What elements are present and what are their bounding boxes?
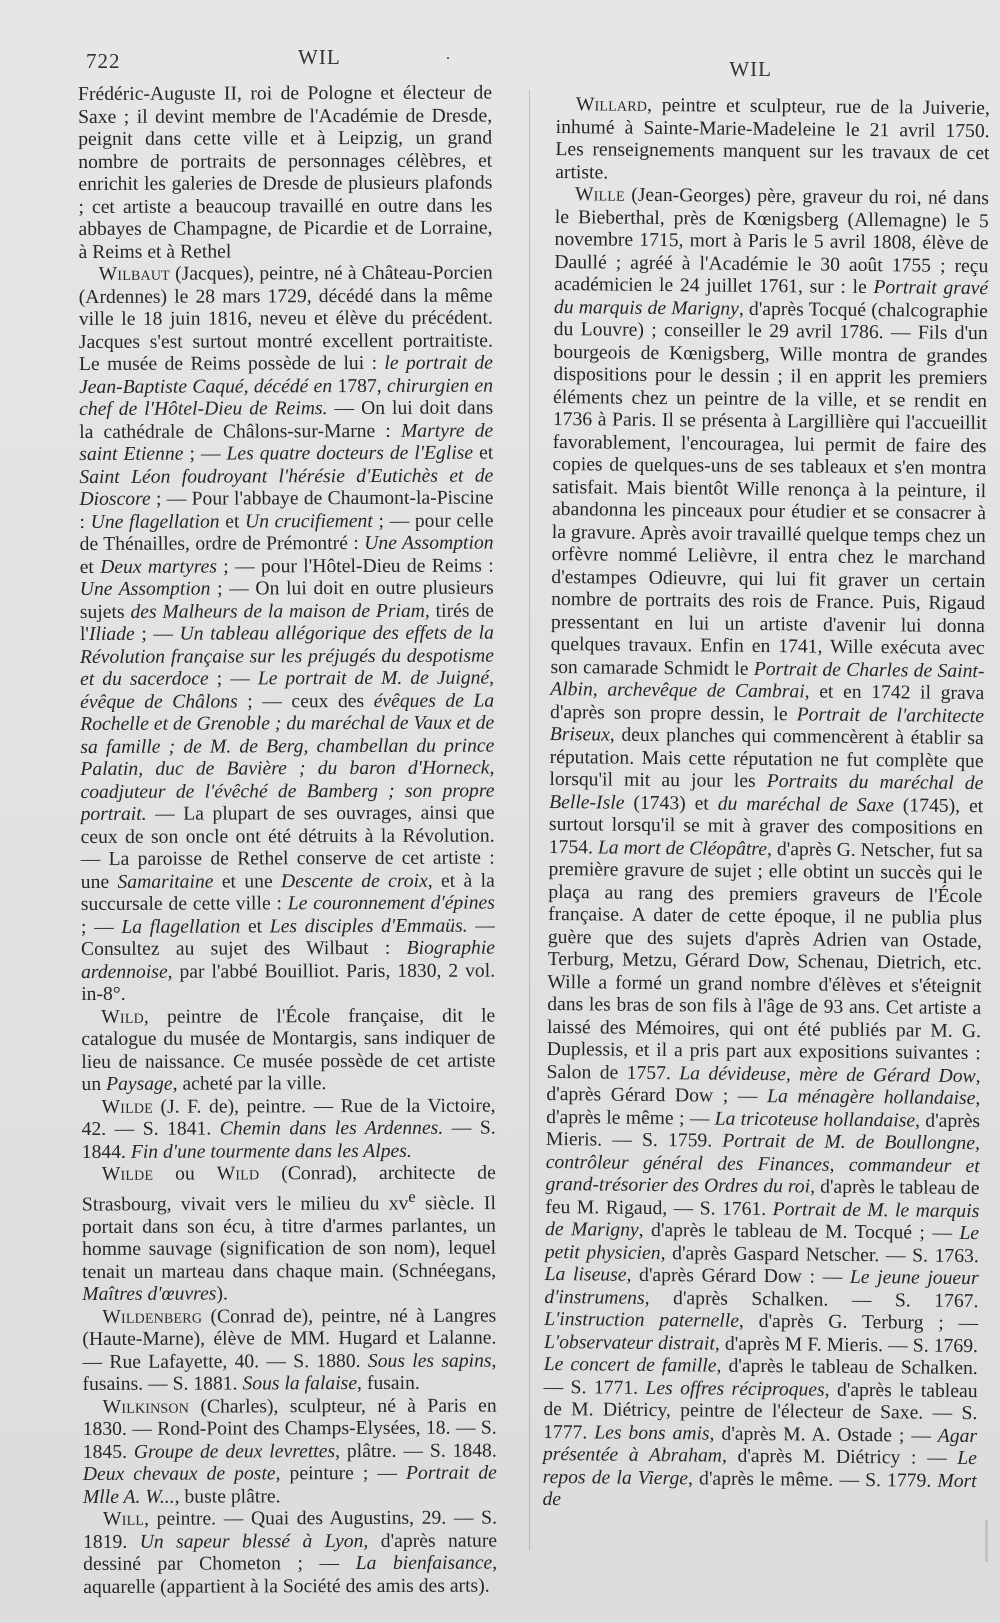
entry-name-willard: Willard bbox=[575, 94, 648, 116]
right-column bbox=[542, 94, 990, 1554]
entry-name-wilbaut: Wilbaut bbox=[98, 263, 170, 285]
page-edge-mark bbox=[985, 1520, 988, 1562]
page-number: 722 bbox=[86, 49, 121, 73]
entry-wilbaut: Wilbaut (Jacques), peintre, né à Château-Porcien (Ardennes) le 28 mars 1729, décédé dans la même ville le 18 juin 1816, neveu et élève du précédent. Jacques s'est surtout montré excellent portraitiste. Le musée de Reims possède de lui : le portrait de Jean-Baptiste Caqué, décédé en 1787, chirurgien en chef de l'Hôtel-Dieu de Reims. — On lui doit dans la cathédrale de Châlons-sur-Marne : Martyre de saint Etienne ; — Les quatre docteurs de l'Eglise et Saint Léon foudroyant l'hérésie d'Eutichès et de Dioscore ; — Pour l'abbaye de Chaumont-la-Piscine : Une flagellation et Un crucifiement ; — pour celle de Thénailles, ordre de Prémontré : Une Assomption et Deux martyres ; — pour l'Hôtel-Dieu de Reims : Une Assomption ; — On lui doit en outre plusieurs sujets des Malheurs de la maison de Priam, tirés de l'Iliade ; — Un tableau allégorique des effets de la Révolution française sur les préjugés du despotisme et du sacerdoce ; — Le portrait de M. de Juigné, évêque de Châlons ; — ceux des évêques de La Rochelle et de Grenoble ; du maréchal de Vaux et de sa famille ; de M. de Berg, chambellan du prince Palatin, duc de Bavière ; du baron d'Horneck, coadjuteur de l'évêché de Bamberg ; son propre portrait. — La plupart de ses ouvrages, ainsi que ceux de son oncle ont été détruits à la Révolution. — La paroisse de Rethel conserve de cet artiste : une Samaritaine et une Descente de croix, et à la succursale de cette ville : Le couronnement d'épines ; — La flagellation et Les disciples d'Emmaüs. — Consultez au sujet des Wilbaut : Biographie ardennoise, par l'abbé Bouilliot. Paris, 1830, 2 vol. in-8°. bbox=[78, 262, 496, 1005]
entry-wild: Wild, peintre de l'École française, dit le catalogue du musée de Montargis, sans indiquer de lieu de naissance. Ce musée possède de cet artiste un Paysage, acheté par la ville. bbox=[81, 1005, 496, 1095]
entry-name-wilde-conrad: Wilde bbox=[101, 1163, 154, 1185]
right-running-head: WIL bbox=[729, 57, 772, 81]
entry-willard: Willard, peintre et sculpteur, rue de la Juiverie, inhumé à Sainte-Marie-Madeleine le 21 avril 1750. Les renseignements manquent sur les travaux de cet artiste. bbox=[555, 94, 990, 184]
entry-name-wildenberg: Wildenberg bbox=[102, 1306, 203, 1328]
entry-wildenberg: Wildenberg (Conrad de), peintre, né à Langres (Haute-Marne), élève de MM. Hugard et Lalanne. — Rue Lafayette, 40. — S. 1880. Sous les sapins, fusains. — S. 1881. Sous la falaise, fusain. bbox=[82, 1305, 497, 1396]
center-mark: . bbox=[446, 46, 451, 63]
entry-wilkinson: Wilkinson (Charles), sculpteur, né à Paris en 1830. — Rond-Point des Champs-Elysées, 18. — S. 1845. Groupe de deux levrettes, plâtre. — S. 1848. Deux chevaux de poste, peinture ; — Portrait de Mlle A. W..., buste plâtre. bbox=[82, 1395, 497, 1508]
entry-name-wilkinson: Wilkinson bbox=[102, 1396, 190, 1418]
entry-name-wille: Wille bbox=[574, 184, 625, 206]
entry-wilde-jf: Wilde (J. F. de), peintre. — Rue de la Victoire, 42. — S. 1841. Chemin dans les Ardennes. — S. 1844. Fin d'une tourmente dans les Alpes. bbox=[81, 1095, 496, 1163]
entry-name-wild: Wild bbox=[101, 1006, 144, 1028]
entry-name-wilde: Wilde bbox=[101, 1096, 153, 1118]
left-running-head: WIL bbox=[298, 45, 341, 69]
running-head bbox=[78, 45, 966, 81]
entry-name-wild-conrad: Wild bbox=[216, 1163, 260, 1185]
entry-name-will: Will bbox=[102, 1508, 145, 1530]
continued-paragraph: Frédéric-Auguste II, roi de Pologne et électeur de Saxe ; il devint membre de l'Académie de Dresde, peignit dans cette ville et à Leipzig, un grand nombre de portraits de personnages célèbres, et enrichit les galeries de Dresde de plusieurs plafonds ; cet artiste a beaucoup travaillé en outre dans les abbayes de Champagne, de Picardie et de Lorraine, à Reims et à Rethel bbox=[78, 82, 493, 263]
entry-will: Will, peintre. — Quai des Augustins, 29. — S. 1819. Un sapeur blessé à Lyon, d'après nature dessiné par Chometon ; — La bienfaisance, aquarelle (appartient à la Société des amis des arts). bbox=[83, 1507, 498, 1598]
entry-wilde-conrad: Wilde ou Wild (Conrad), architecte de Strasbourg, vivait vers le milieu du $xv^e$ siècle. Il portait dans son écu, à titre d'armes parlantes, un homme sauvage (signification de son nom), lequel tenait un marteau dans chaque main. (Schnéegans, Maîtres d'œuvres). bbox=[81, 1162, 497, 1306]
left-column bbox=[78, 82, 498, 1598]
text-columns bbox=[78, 82, 990, 1598]
entry-wille: Wille (Jean-Georges) père, graveur du roi, né dans le Bieberthal, près de Kœnigsberg (Allemagne) le 5 novembre 1715, mort à Paris le 5 avril 1808, élève de Daullé ; agréé à l'Académie le 30 août 1755 ; reçu académicien le 24 juillet 1761, sur : le Portrait gravé du marquis de Marigny, d'après Tocqué (chalcographie du Louvre) ; conseiller le 29 avril 1786. — Fils d'un bourgeois de Kœnigsberg, Wille montra de grandes dispositions pour le dessin ; il en apprit les premiers éléments chez un peintre de la ville, et se rendit en 1736 à Paris. Il se présenta à Largillière qui l'accueillit favorablement, l'encouragea, lui permit de faire des copies de quelques-uns de ses tableaux et s'en montra satisfait. Mais bientôt Wille renonça à la peinture, il abandonna les pinceaux pour étudier et se consacrer à la gravure. Après avoir travaillé quelque temps chez un orfèvre nommé Lelièvre, il entra chez le marchand d'estampes Odieuvre, qui lui fit graver un certain nombre de portraits des rois de France. Puis, Rigaud pressentant en lui un artiste d'avenir lui donna quelques travaux. Enfin en 1741, Wille exécuta avec son camarade Schmidt le Portrait de Charles de Saint-Albin, archevêque de Cambrai, et en 1742 il grava d'après son propre dessin, le Portrait de l'architecte Briseux, deux planches qui commencèrent à établir sa réputation. Mais cette réputation ne fut complète que lorsqu'il mit au jour les Portraits du maréchal de Belle-Isle (1743) et du maréchal de Saxe (1745), et surtout lorsqu'il se mit à graver des compositions en 1754. La mort de Cléopâtre, d'après G. Netscher, fut sa première gravure de sujet ; elle obtint un succès qui le plaça au rang des premiers graveurs de l'École française. A dater de cette époque, il ne publia plus guère que des sujets d'après Adrien van Ostade, Terburg, Metzu, Gérard Dow, Schenau, Dietrich, etc. Wille a formé un grand nombre d'élèves et s'éteignit dans les bras de son fils à l'âge de 93 ans. Cet artiste a laissé des Mémoires, qui ont été publiés par M. G. Duplessis, et il a pris part aux expositions suivantes : Salon de 1757. La dévideuse, mère de Gérard Dow, d'après Gérard Dow ; — La ménagère hollandaise, d'après le même ; — La tricoteuse hollandaise, d'après Mieris. — S. 1759. Portrait de M. de Boullongne, contrôleur général des Finances, commandeur et grand-trésorier des Ordres du roi, d'après le tableau de feu M. Rigaud, — S. 1761. Portrait de M. le marquis de Marigny, d'après le tableau de M. Tocqué ; — Le petit physicien, d'après Gaspard Netscher. — S. 1763. La liseuse, d'après Gérard Dow : — Le jeune joueur d'instrumens, d'après Schalken. — S. 1767. L'instruction paternelle, d'après G. Terburg ; — L'observateur distrait, d'après M F. Mieris. — S. 1769. Le concert de famille, d'après le tableau de Schalken. — S. 1771. Les offres réciproques, d'après le tableau de M. Diétricy, peintre de l'électeur de Saxe. — S. 1777. Les bons amis, d'après M. A. Ostade ; — Agar présentée à Abraham, d'après M. Diétricy : — Le repos de la Vierge, d'après le même. — S. 1779. Mort de bbox=[542, 184, 990, 1511]
